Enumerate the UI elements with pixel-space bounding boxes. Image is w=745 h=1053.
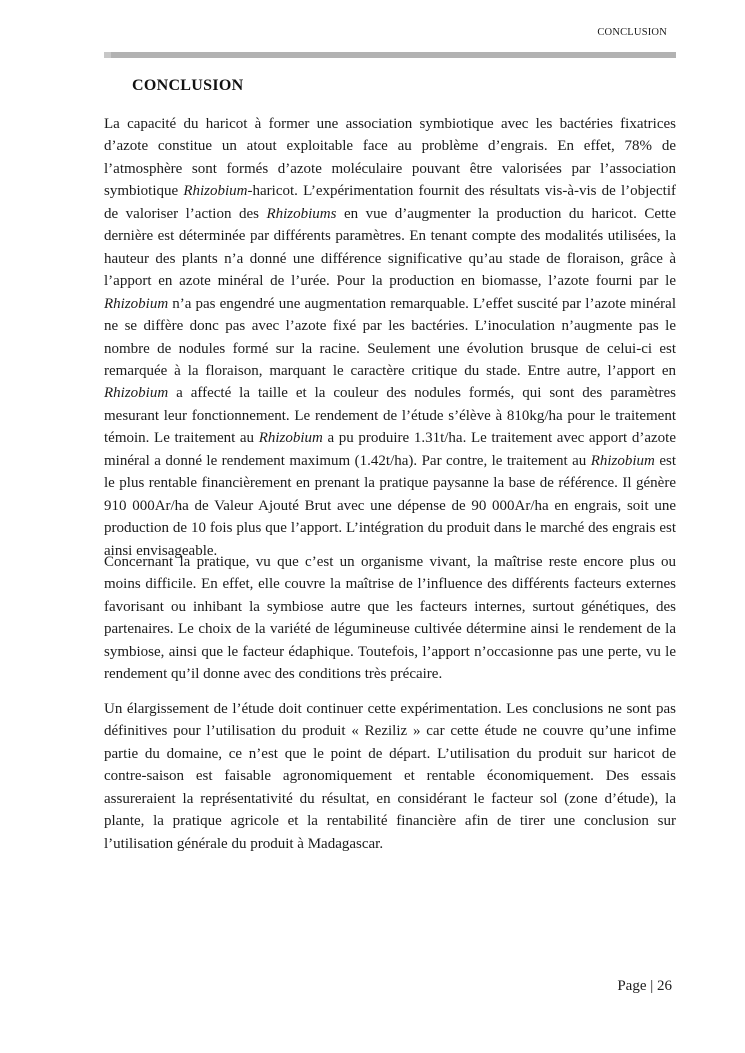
italic-text-segment: Rhizobium: [183, 183, 248, 200]
header-rule: [104, 52, 676, 58]
text-segment: a pu produire 1.31t/ha. Le traitement avec apport d’azote minéral a donné le rendement maximum (1.42t/ha). Par contre, le traitement au: [104, 430, 676, 469]
paragraph: [104, 698, 676, 855]
italic-text-segment: Rhizobiums: [266, 205, 337, 222]
text-segment: a affecté la taille et la couleur des nodules formés, qui sont des paramètres mesurant leur fonctionnement. Le rendement de l’étude s’élève à 810kg/ha pour le traitement témoin. Le traitement au: [104, 385, 676, 447]
text-segment: Concernant la pratique, vu que c’est un organisme vivant, la maîtrise reste encore plus ou moins difficile. En effet, elle couvre la maîtrise de l’influence des différents facteurs externes favorisant ou inhibant la symbiose autre que les facteurs internes, surtout génétiques, des partenaires. Le choix de la variété de légumineuse cultivée détermine ainsi le rendement de la symbiose, ainsi que le facteur édaphique. Toutefois, l’apport n’occasionne pas une perte, vu le rendement qu’il donne avec des conditions très précaire.: [104, 554, 676, 683]
italic-text-segment: Rhizobium: [590, 452, 655, 469]
text-segment: La capacité du haricot à former une association symbiotique avec les bactéries fixatrices d’azote constitue un atout exploitable face au problème d’engrais. En effet, 78% de l’atmosphère sont formés d’azote moléculaire pouvant être valorisées par l’association symbiotique: [104, 116, 676, 200]
italic-text-segment: Rhizobium: [104, 295, 169, 312]
paragraph: [104, 551, 676, 686]
text-segment: est le plus rentable financièrement en prenant la pratique paysanne la base de référence. Il génère 910 000Ar/ha de Valeur Ajouté Brut avec une dépense de 90 000Ar/ha en engrais, soit une production de 10 fois plus que l’apport. L’intégration du produit dans le marché des engrais est ainsi envisageable.: [104, 452, 676, 559]
page-number: Page | 26: [617, 978, 672, 994]
italic-text-segment: Rhizobium: [104, 385, 169, 402]
running-header: CONCLUSION: [597, 27, 667, 38]
text-segment: en vue d’augmenter la production du haricot. Cette dernière est déterminée par différents paramètres. En tenant compte des modalités utilisées, la hauteur des plants n’a donné une différence significative qu’au stade de floraison, grâce à l’apport en azote minéral de l’urée. Pour la production en biomasse, l’azote fourni par le: [104, 205, 676, 290]
paragraph: [104, 113, 676, 562]
text-segment: Un élargissement de l’étude doit continuer cette expérimentation. Les conclusions ne sont pas définitives pour l’utilisation du produit « Reziliz » car cette étude ne couvre qu’une infime partie du domaine, ce n’est que le point de départ. L’utilisation du produit sur haricot de contre-saison est faisable agronomiquement et rentable économiquement. Des essais assureraient la représentativité du résultat, en considérant le facteur sol (zone d’étude), la plante, la pratique agricole et la rentabilité financière afin de tirer une conclusion sur l’utilisation générale du produit à Madagascar.: [104, 701, 676, 852]
text-segment: -haricot. L’expérimentation fournit des résultats vis-à-vis de l’objectif de valoriser l’action des: [104, 183, 676, 222]
text-segment: n’a pas engendré une augmentation remarquable. L’effet suscité par l’azote minéral ne se diffère donc pas avec l’azote fixé par les bactéries. L’inoculation n’augmente pas le nombre de nodules formé sur la racine. Seulement une évolution brusque de celui-ci est remarquée à la floraison, marquant le caractère critique du stade. Entre autre, l’apport en: [104, 295, 676, 379]
header-rule-cap: [104, 52, 111, 58]
italic-text-segment: Rhizobium: [258, 430, 323, 447]
section-heading: CONCLUSION: [132, 77, 244, 94]
